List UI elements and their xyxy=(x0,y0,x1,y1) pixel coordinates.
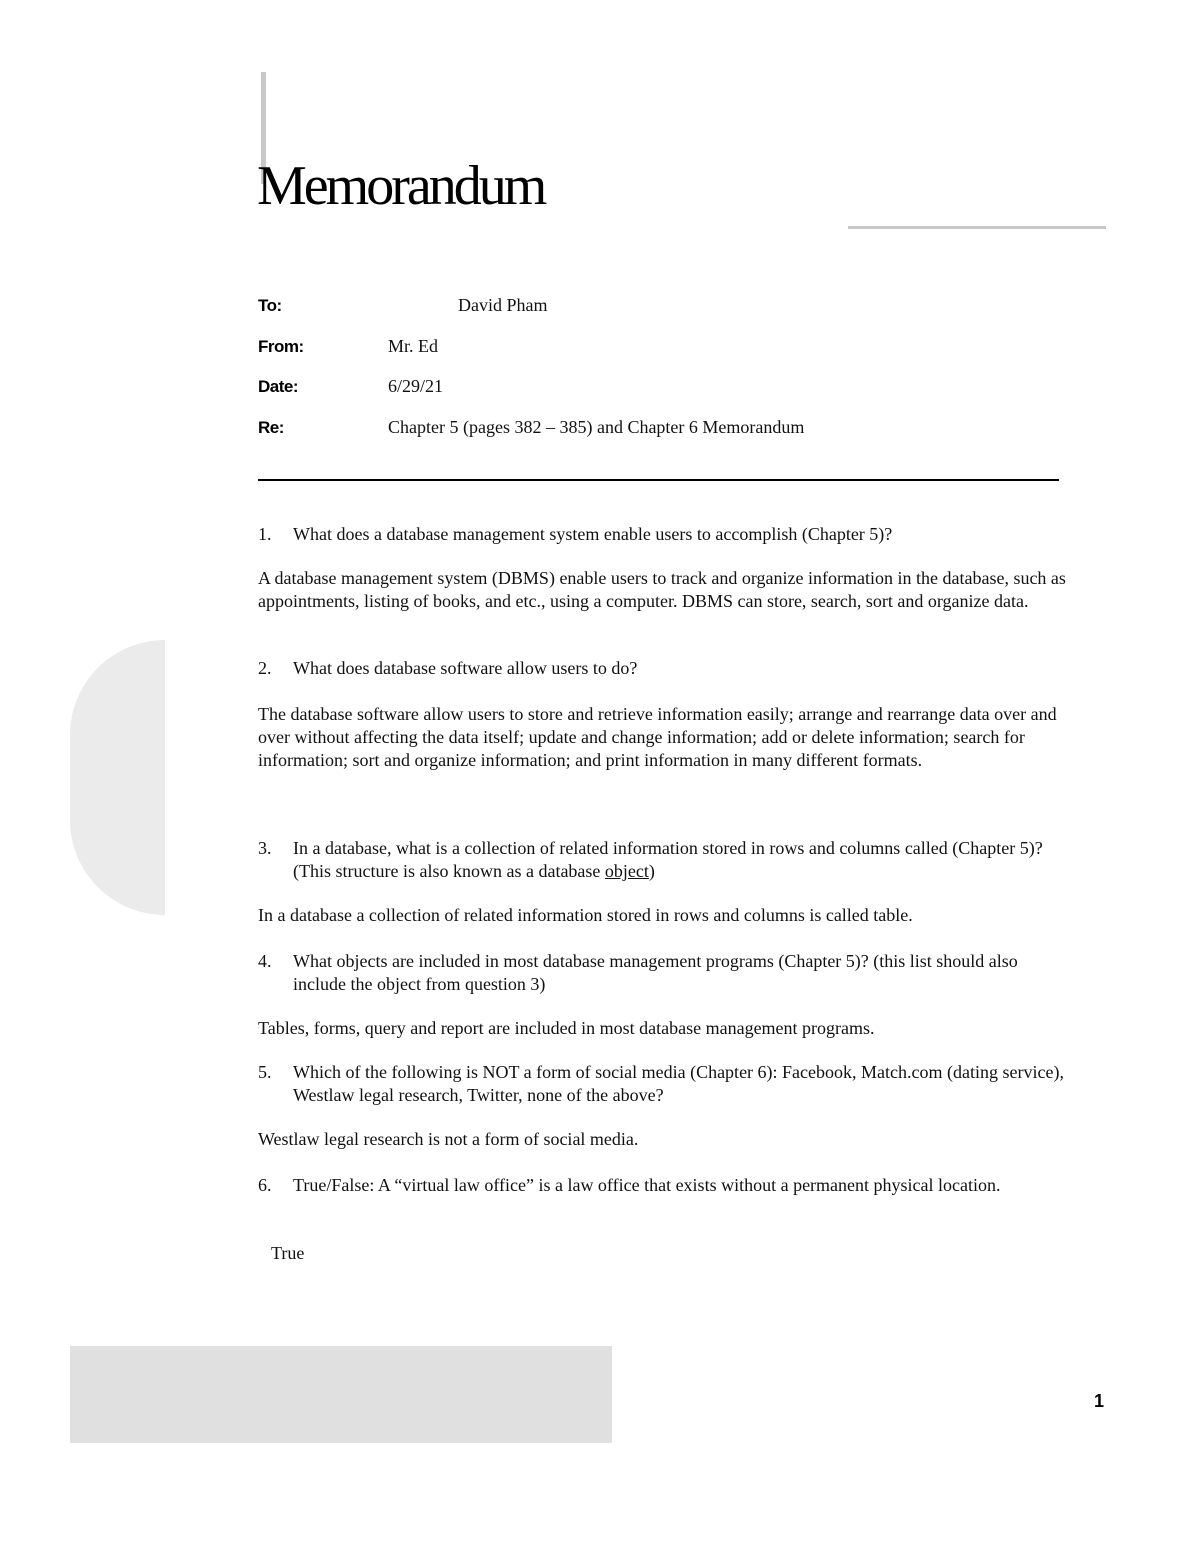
question-number: 6. xyxy=(258,1175,272,1195)
decorative-half-circle xyxy=(70,640,165,915)
question-number: 3. xyxy=(258,838,272,858)
question-text: What does database software allow users to do? xyxy=(293,658,638,678)
answer-1: A database management system (DBMS) enable users to track and organize information in the database, such as appointments, listing of books, and etc., using a computer. DBMS can store, search, sort and organize data. xyxy=(258,568,1066,611)
from-label: From: xyxy=(258,337,304,356)
question-3 xyxy=(258,837,1068,883)
question-text: Which of the following is NOT a form of social media (Chapter 6): Facebook, Match.com (dating service), Westlaw legal research, Twitter, none of the above? xyxy=(293,1062,1064,1105)
question-text: What does a database management system enable users to accomplish (Chapter 5)? xyxy=(293,524,893,544)
question-number: 1. xyxy=(258,524,272,544)
question-text: True/False: A “virtual law office” is a law office that exists without a permanent physical location. xyxy=(293,1175,1001,1195)
to-label: To: xyxy=(258,296,282,315)
question-text: What objects are included in most database management programs (Chapter 5)? (this list should also include the object from question 3) xyxy=(293,951,1018,994)
re-label: Re: xyxy=(258,418,284,437)
re-value: Chapter 5 (pages 382 – 385) and Chapter 6 Memorandum xyxy=(388,417,805,437)
answer-2: The database software allow users to store and retrieve information easily; arrange and rearrange data over and over without affecting the data itself; update and change information; add or delete information; search for information; sort and organize information; and print information in many different formats. xyxy=(258,704,1057,770)
question-text-prefix: In a database, what is a collection of related information stored in rows and columns called (Chapter 5)? (This structure is also known as a database xyxy=(293,838,1043,881)
question-4 xyxy=(258,950,1068,996)
question-text xyxy=(293,837,1068,883)
question-6 xyxy=(258,1174,1068,1197)
question-1 xyxy=(258,523,1068,546)
to-value: David Pham xyxy=(458,295,548,315)
question-text-suffix: ) xyxy=(648,861,655,881)
header-divider xyxy=(258,479,1059,481)
answer-4: Tables, forms, query and report are included in most database management programs. xyxy=(258,1018,875,1038)
date-label: Date: xyxy=(258,377,299,396)
memo-title: Memorandum xyxy=(257,155,545,217)
question-2 xyxy=(258,657,1068,680)
from-value: Mr. Ed xyxy=(388,336,439,356)
answer-5: Westlaw legal research is not a form of social media. xyxy=(258,1129,639,1149)
page-number: 1 xyxy=(1094,1391,1105,1411)
answer-3: In a database a collection of related information stored in rows and columns is called table. xyxy=(258,905,913,925)
decorative-horizontal-line xyxy=(848,226,1106,229)
answer-6: True xyxy=(271,1243,305,1263)
question-number: 2. xyxy=(258,658,272,678)
question-number: 4. xyxy=(258,951,272,971)
question-number: 5. xyxy=(258,1062,272,1082)
question-5 xyxy=(258,1061,1068,1107)
decorative-footer-box xyxy=(70,1346,612,1443)
question-text-underlined: object xyxy=(604,861,649,881)
date-value: 6/29/21 xyxy=(388,376,444,396)
